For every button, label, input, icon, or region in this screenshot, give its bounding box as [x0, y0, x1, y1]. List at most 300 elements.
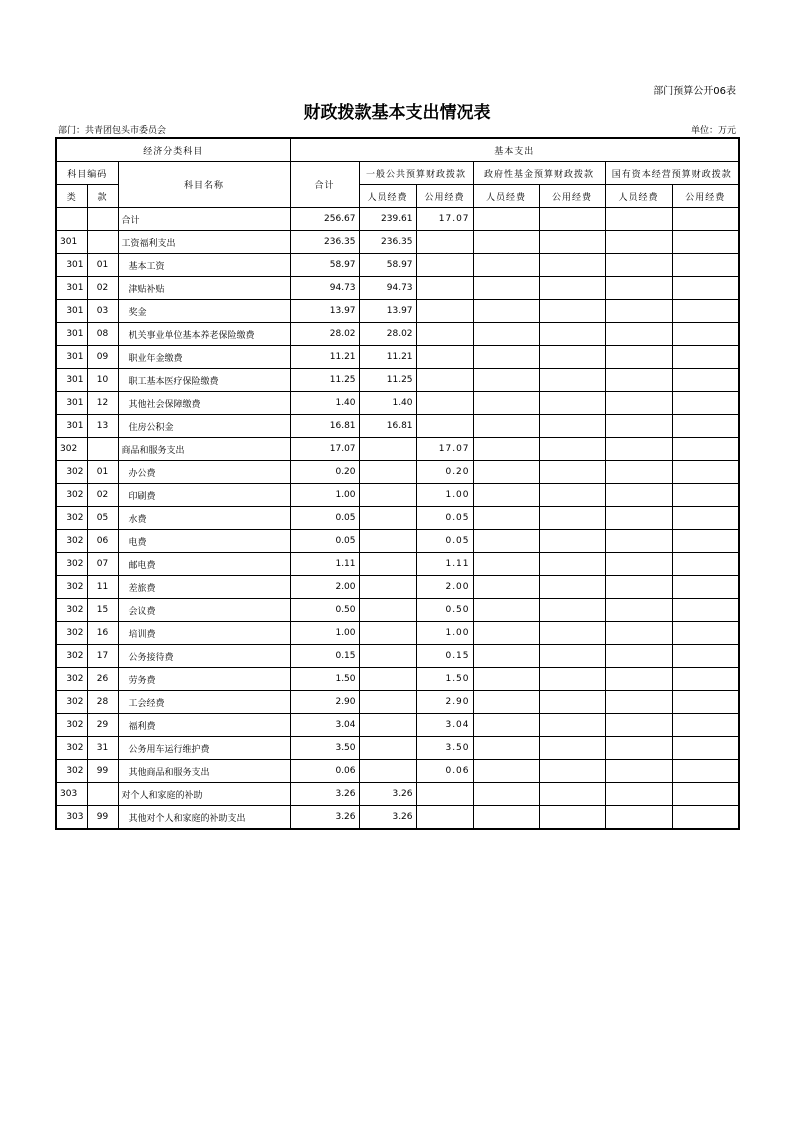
fund-public-cell — [539, 231, 605, 254]
subject-kuan-cell: 99 — [87, 806, 118, 830]
capital-personnel-cell — [605, 576, 672, 599]
total-cell: 1.00 — [290, 622, 359, 645]
fund-personnel-cell — [473, 438, 539, 461]
general-public-cell: 17.07 — [416, 438, 473, 461]
subject-name-cell: 机关事业单位基本养老保险缴费 — [118, 323, 290, 346]
header-subject-name: 科目名称 — [118, 162, 290, 208]
subject-name-cell: 其他对个人和家庭的补助支出 — [118, 806, 290, 830]
subject-name-cell: 其他商品和服务支出 — [118, 760, 290, 783]
general-public-cell — [416, 806, 473, 830]
fund-public-cell — [539, 392, 605, 415]
table-row — [56, 208, 739, 231]
total-cell: 236.35 — [290, 231, 359, 254]
general-public-cell: 1.50 — [416, 668, 473, 691]
general-personnel-cell: 13.97 — [359, 300, 416, 323]
general-personnel-cell: 236.35 — [359, 231, 416, 254]
subject-name-cell: 办公费 — [118, 461, 290, 484]
general-public-cell: 2.90 — [416, 691, 473, 714]
general-personnel-cell — [359, 714, 416, 737]
table-row — [56, 323, 739, 346]
header-basic-expense: 基本支出 — [290, 138, 739, 162]
fund-public-cell — [539, 369, 605, 392]
table-row — [56, 783, 739, 806]
header-kuan: 款 — [87, 185, 118, 208]
total-cell: 3.50 — [290, 737, 359, 760]
general-personnel-cell — [359, 530, 416, 553]
general-personnel-cell: 3.26 — [359, 806, 416, 830]
subject-name-cell: 职工基本医疗保险缴费 — [118, 369, 290, 392]
subject-kuan-cell: 11 — [87, 576, 118, 599]
general-public-cell: 1.11 — [416, 553, 473, 576]
subject-name-cell: 印刷费 — [118, 484, 290, 507]
general-personnel-cell — [359, 691, 416, 714]
subject-kuan-cell — [87, 231, 118, 254]
subject-kuan-cell: 03 — [87, 300, 118, 323]
subject-kuan-cell: 31 — [87, 737, 118, 760]
general-public-cell: 0.50 — [416, 599, 473, 622]
subject-name-cell: 津贴补贴 — [118, 277, 290, 300]
fund-personnel-cell — [473, 553, 539, 576]
fund-personnel-cell — [473, 576, 539, 599]
fund-public-cell — [539, 783, 605, 806]
capital-personnel-cell — [605, 254, 672, 277]
general-personnel-cell — [359, 438, 416, 461]
general-public-cell — [416, 300, 473, 323]
fund-public-cell — [539, 254, 605, 277]
general-public-cell: 1.00 — [416, 484, 473, 507]
capital-public-cell — [672, 530, 739, 553]
subject-name-cell: 培训费 — [118, 622, 290, 645]
total-cell: 1.40 — [290, 392, 359, 415]
subject-name-cell: 水费 — [118, 507, 290, 530]
subject-kuan-cell — [87, 438, 118, 461]
total-cell: 0.50 — [290, 599, 359, 622]
subject-kuan-cell: 15 — [87, 599, 118, 622]
subject-lei-cell: 302 — [56, 461, 87, 484]
subject-kuan-cell: 29 — [87, 714, 118, 737]
subject-lei-cell: 302 — [56, 622, 87, 645]
header-lei: 类 — [56, 185, 87, 208]
subject-kuan-cell: 99 — [87, 760, 118, 783]
subject-kuan-cell: 01 — [87, 461, 118, 484]
general-public-cell — [416, 392, 473, 415]
capital-public-cell — [672, 392, 739, 415]
form-id: 部门预算公开06表 — [653, 86, 736, 97]
fund-public-cell — [539, 415, 605, 438]
table-row — [56, 553, 739, 576]
total-cell: 1.00 — [290, 484, 359, 507]
table-row — [56, 714, 739, 737]
capital-personnel-cell — [605, 783, 672, 806]
general-public-cell — [416, 415, 473, 438]
subject-lei-cell: 302 — [56, 507, 87, 530]
capital-public-cell — [672, 254, 739, 277]
subject-name-cell: 其他社会保障缴费 — [118, 392, 290, 415]
general-personnel-cell — [359, 668, 416, 691]
capital-public-cell — [672, 507, 739, 530]
header-total: 合计 — [290, 162, 359, 208]
fund-personnel-cell — [473, 415, 539, 438]
general-personnel-cell — [359, 737, 416, 760]
subject-name-cell: 差旅费 — [118, 576, 290, 599]
fund-public-cell — [539, 691, 605, 714]
subject-lei-cell: 301 — [56, 392, 87, 415]
total-cell: 11.25 — [290, 369, 359, 392]
capital-personnel-cell — [605, 714, 672, 737]
fund-public-cell — [539, 300, 605, 323]
capital-personnel-cell — [605, 438, 672, 461]
expense-table — [55, 137, 740, 830]
subject-kuan-cell: 28 — [87, 691, 118, 714]
table-row — [56, 576, 739, 599]
general-public-cell: 17.07 — [416, 208, 473, 231]
fund-public-cell — [539, 737, 605, 760]
capital-public-cell — [672, 576, 739, 599]
capital-personnel-cell — [605, 323, 672, 346]
capital-personnel-cell — [605, 622, 672, 645]
total-cell: 28.02 — [290, 323, 359, 346]
subject-kuan-cell: 09 — [87, 346, 118, 369]
capital-personnel-cell — [605, 760, 672, 783]
fund-personnel-cell — [473, 300, 539, 323]
capital-personnel-cell — [605, 507, 672, 530]
subject-lei-cell: 303 — [56, 806, 87, 830]
subject-lei-cell: 301 — [56, 300, 87, 323]
general-public-cell: 1.00 — [416, 622, 473, 645]
subject-name-cell: 工资福利支出 — [118, 231, 290, 254]
subject-name-cell: 公务接待费 — [118, 645, 290, 668]
subject-lei-cell: 303 — [56, 783, 87, 806]
general-personnel-cell — [359, 553, 416, 576]
header-subject-code: 科目编码 — [56, 162, 118, 185]
subject-lei-cell: 301 — [56, 369, 87, 392]
general-personnel-cell: 1.40 — [359, 392, 416, 415]
fund-personnel-cell — [473, 806, 539, 830]
capital-public-cell — [672, 208, 739, 231]
subject-name-cell: 劳务费 — [118, 668, 290, 691]
fund-personnel-cell — [473, 691, 539, 714]
subject-kuan-cell: 07 — [87, 553, 118, 576]
general-public-cell: 3.50 — [416, 737, 473, 760]
total-cell: 13.97 — [290, 300, 359, 323]
table-row — [56, 668, 739, 691]
general-public-cell: 3.04 — [416, 714, 473, 737]
capital-public-cell — [672, 438, 739, 461]
total-cell: 3.04 — [290, 714, 359, 737]
capital-public-cell — [672, 714, 739, 737]
fund-personnel-cell — [473, 760, 539, 783]
fund-public-cell — [539, 346, 605, 369]
total-cell: 94.73 — [290, 277, 359, 300]
capital-personnel-cell — [605, 346, 672, 369]
total-cell: 0.05 — [290, 530, 359, 553]
subject-lei-cell: 302 — [56, 576, 87, 599]
general-public-cell — [416, 231, 473, 254]
subject-name-cell: 商品和服务支出 — [118, 438, 290, 461]
general-personnel-cell: 16.81 — [359, 415, 416, 438]
header-fund-public: 公用经费 — [539, 185, 605, 208]
subject-lei-cell: 301 — [56, 231, 87, 254]
general-public-cell: 0.05 — [416, 530, 473, 553]
capital-public-cell — [672, 461, 739, 484]
total-cell: 2.00 — [290, 576, 359, 599]
table-row — [56, 369, 739, 392]
capital-public-cell — [672, 645, 739, 668]
subject-kuan-cell: 02 — [87, 277, 118, 300]
capital-personnel-cell — [605, 737, 672, 760]
fund-public-cell — [539, 530, 605, 553]
capital-personnel-cell — [605, 691, 672, 714]
table-row — [56, 691, 739, 714]
total-cell: 58.97 — [290, 254, 359, 277]
capital-public-cell — [672, 231, 739, 254]
subject-name-cell: 住房公积金 — [118, 415, 290, 438]
fund-public-cell — [539, 507, 605, 530]
fund-personnel-cell — [473, 737, 539, 760]
fund-personnel-cell — [473, 369, 539, 392]
subject-lei-cell: 302 — [56, 530, 87, 553]
header-general-budget: 一般公共预算财政拨款 — [359, 162, 473, 185]
general-public-cell — [416, 783, 473, 806]
subject-kuan-cell: 08 — [87, 323, 118, 346]
capital-public-cell — [672, 323, 739, 346]
fund-public-cell — [539, 461, 605, 484]
capital-public-cell — [672, 622, 739, 645]
general-public-cell: 0.20 — [416, 461, 473, 484]
fund-public-cell — [539, 553, 605, 576]
capital-personnel-cell — [605, 415, 672, 438]
fund-public-cell — [539, 714, 605, 737]
capital-personnel-cell — [605, 461, 672, 484]
capital-personnel-cell — [605, 300, 672, 323]
capital-public-cell — [672, 806, 739, 830]
general-public-cell — [416, 323, 473, 346]
subject-kuan-cell: 26 — [87, 668, 118, 691]
subject-lei-cell: 301 — [56, 254, 87, 277]
fund-public-cell — [539, 599, 605, 622]
general-public-cell — [416, 277, 473, 300]
table-row — [56, 507, 739, 530]
general-personnel-cell: 94.73 — [359, 277, 416, 300]
capital-public-cell — [672, 277, 739, 300]
general-public-cell: 2.00 — [416, 576, 473, 599]
table-row — [56, 231, 739, 254]
fund-personnel-cell — [473, 783, 539, 806]
subject-lei-cell: 301 — [56, 323, 87, 346]
table-row — [56, 645, 739, 668]
subject-kuan-cell: 12 — [87, 392, 118, 415]
subject-lei-cell: 302 — [56, 484, 87, 507]
subject-name-cell: 合计 — [118, 208, 290, 231]
total-cell: 16.81 — [290, 415, 359, 438]
fund-personnel-cell — [473, 714, 539, 737]
general-personnel-cell — [359, 760, 416, 783]
fund-public-cell — [539, 576, 605, 599]
table-row — [56, 461, 739, 484]
capital-public-cell — [672, 760, 739, 783]
total-cell: 1.50 — [290, 668, 359, 691]
fund-personnel-cell — [473, 599, 539, 622]
fund-personnel-cell — [473, 208, 539, 231]
subject-lei-cell: 302 — [56, 691, 87, 714]
total-cell: 0.05 — [290, 507, 359, 530]
general-personnel-cell: 11.21 — [359, 346, 416, 369]
capital-personnel-cell — [605, 208, 672, 231]
fund-personnel-cell — [473, 323, 539, 346]
fund-public-cell — [539, 760, 605, 783]
total-cell: 0.20 — [290, 461, 359, 484]
subject-kuan-cell: 10 — [87, 369, 118, 392]
fund-public-cell — [539, 438, 605, 461]
table-row — [56, 599, 739, 622]
fund-public-cell — [539, 668, 605, 691]
fund-public-cell — [539, 323, 605, 346]
general-personnel-cell — [359, 599, 416, 622]
subject-kuan-cell: 13 — [87, 415, 118, 438]
subject-kuan-cell: 17 — [87, 645, 118, 668]
subject-lei-cell: 301 — [56, 346, 87, 369]
fund-personnel-cell — [473, 484, 539, 507]
table-row — [56, 806, 739, 830]
capital-public-cell — [672, 553, 739, 576]
general-personnel-cell: 28.02 — [359, 323, 416, 346]
subject-lei-cell: 302 — [56, 645, 87, 668]
general-public-cell — [416, 254, 473, 277]
subject-lei-cell: 301 — [56, 415, 87, 438]
general-personnel-cell — [359, 645, 416, 668]
table-row — [56, 622, 739, 645]
subject-lei-cell: 302 — [56, 714, 87, 737]
subject-name-cell: 公务用车运行维护费 — [118, 737, 290, 760]
table-row — [56, 737, 739, 760]
fund-public-cell — [539, 622, 605, 645]
subject-name-cell: 工会经费 — [118, 691, 290, 714]
unit-label: 单位：万元 — [690, 126, 736, 136]
capital-personnel-cell — [605, 599, 672, 622]
total-cell: 3.26 — [290, 806, 359, 830]
general-public-cell: 0.15 — [416, 645, 473, 668]
fund-public-cell — [539, 806, 605, 830]
fund-personnel-cell — [473, 645, 539, 668]
capital-public-cell — [672, 691, 739, 714]
capital-personnel-cell — [605, 806, 672, 830]
general-personnel-cell — [359, 507, 416, 530]
table-row — [56, 392, 739, 415]
capital-personnel-cell — [605, 277, 672, 300]
table-row — [56, 346, 739, 369]
total-cell: 1.11 — [290, 553, 359, 576]
subject-kuan-cell: 05 — [87, 507, 118, 530]
fund-personnel-cell — [473, 277, 539, 300]
subject-name-cell: 电费 — [118, 530, 290, 553]
capital-personnel-cell — [605, 668, 672, 691]
header-general-public: 公用经费 — [416, 185, 473, 208]
capital-personnel-cell — [605, 484, 672, 507]
header-capital-public: 公用经费 — [672, 185, 739, 208]
table-row — [56, 300, 739, 323]
general-personnel-cell: 11.25 — [359, 369, 416, 392]
table-row — [56, 277, 739, 300]
subject-lei-cell: 302 — [56, 599, 87, 622]
subject-lei-cell: 301 — [56, 277, 87, 300]
capital-personnel-cell — [605, 392, 672, 415]
subject-name-cell: 奖金 — [118, 300, 290, 323]
table-row — [56, 484, 739, 507]
subject-kuan-cell: 16 — [87, 622, 118, 645]
subject-kuan-cell: 02 — [87, 484, 118, 507]
table-row — [56, 254, 739, 277]
subject-lei-cell: 302 — [56, 668, 87, 691]
fund-personnel-cell — [473, 507, 539, 530]
subject-lei-cell — [56, 208, 87, 231]
capital-public-cell — [672, 415, 739, 438]
subject-name-cell: 会议费 — [118, 599, 290, 622]
fund-public-cell — [539, 484, 605, 507]
capital-public-cell — [672, 737, 739, 760]
subject-kuan-cell: 01 — [87, 254, 118, 277]
fund-public-cell — [539, 277, 605, 300]
fund-personnel-cell — [473, 254, 539, 277]
fund-public-cell — [539, 645, 605, 668]
subject-lei-cell: 302 — [56, 737, 87, 760]
general-public-cell: 0.06 — [416, 760, 473, 783]
general-personnel-cell — [359, 576, 416, 599]
header-fund-personnel: 人员经费 — [473, 185, 539, 208]
capital-personnel-cell — [605, 369, 672, 392]
table-row — [56, 760, 739, 783]
general-public-cell: 0.05 — [416, 507, 473, 530]
total-cell: 0.15 — [290, 645, 359, 668]
capital-public-cell — [672, 484, 739, 507]
subject-name-cell: 邮电费 — [118, 553, 290, 576]
general-public-cell — [416, 369, 473, 392]
capital-public-cell — [672, 369, 739, 392]
capital-personnel-cell — [605, 553, 672, 576]
header-state-capital: 国有资本经营预算财政拨款 — [605, 162, 739, 185]
general-personnel-cell: 58.97 — [359, 254, 416, 277]
subject-name-cell: 职业年金缴费 — [118, 346, 290, 369]
fund-personnel-cell — [473, 668, 539, 691]
table-row — [56, 438, 739, 461]
capital-personnel-cell — [605, 645, 672, 668]
subject-name-cell: 基本工资 — [118, 254, 290, 277]
fund-personnel-cell — [473, 346, 539, 369]
fund-public-cell — [539, 208, 605, 231]
subject-name-cell: 福利费 — [118, 714, 290, 737]
table-row — [56, 415, 739, 438]
fund-personnel-cell — [473, 622, 539, 645]
capital-public-cell — [672, 668, 739, 691]
subject-lei-cell: 302 — [56, 760, 87, 783]
fund-personnel-cell — [473, 231, 539, 254]
header-gov-fund: 政府性基金预算财政拨款 — [473, 162, 605, 185]
subject-kuan-cell — [87, 208, 118, 231]
total-cell: 11.21 — [290, 346, 359, 369]
table-row — [56, 530, 739, 553]
general-personnel-cell: 3.26 — [359, 783, 416, 806]
page-title: 财政拨款基本支出情况表 — [303, 103, 491, 123]
general-public-cell — [416, 346, 473, 369]
fund-personnel-cell — [473, 392, 539, 415]
total-cell: 256.67 — [290, 208, 359, 231]
capital-public-cell — [672, 300, 739, 323]
general-personnel-cell — [359, 622, 416, 645]
header-capital-personnel: 人员经费 — [605, 185, 672, 208]
capital-personnel-cell — [605, 530, 672, 553]
general-personnel-cell — [359, 461, 416, 484]
total-cell: 0.06 — [290, 760, 359, 783]
total-cell: 3.26 — [290, 783, 359, 806]
